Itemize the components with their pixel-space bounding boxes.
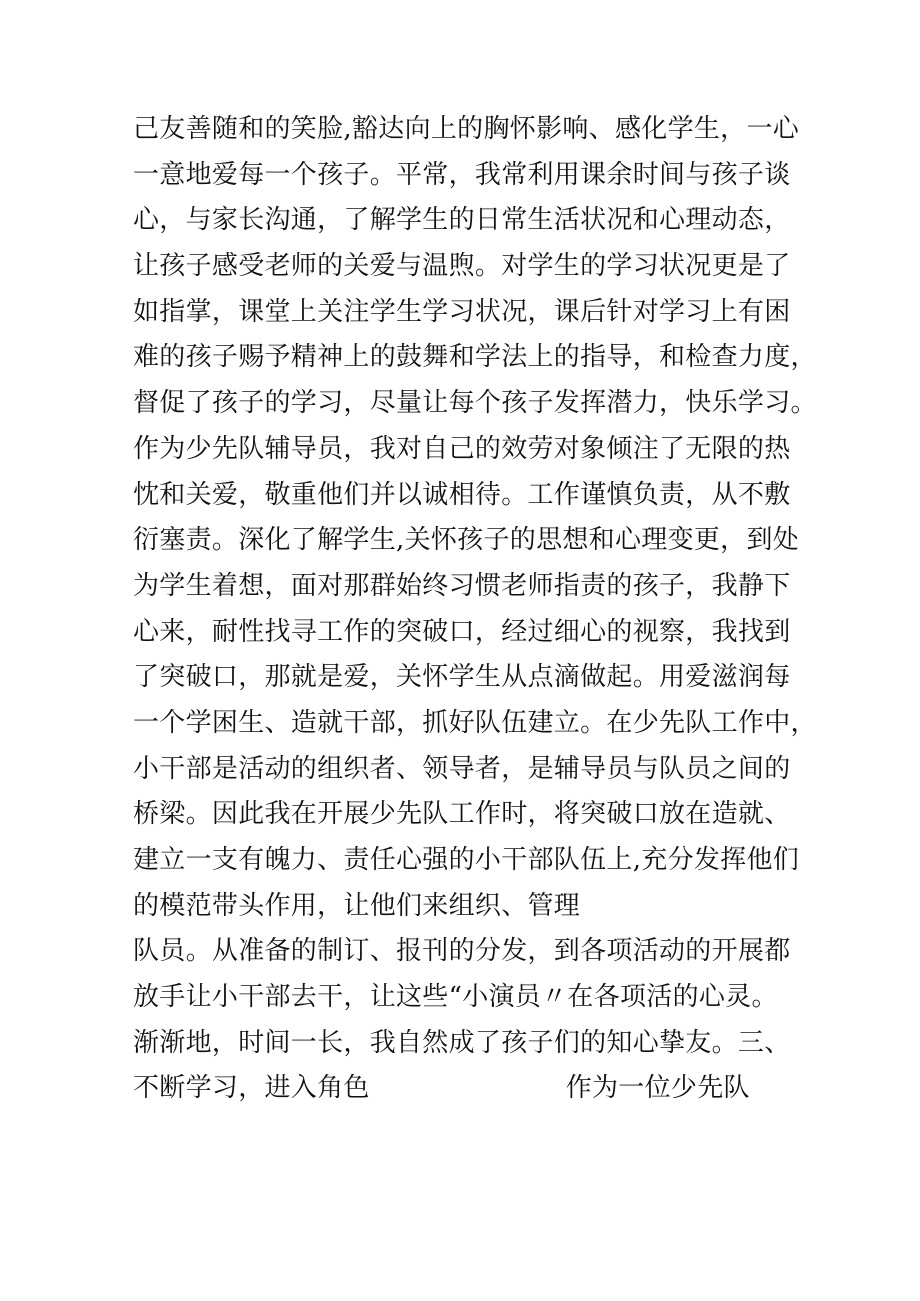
text-line-3: 心，与家长沟通，了解学生的日常生活状况和心理动态， [133, 205, 791, 236]
text-line-18: 的模范带头作用，让他们来组织、管理 [133, 890, 581, 921]
text-line-19: 队员。从准备的制订、报刊的分发，到各项活动的开展都 [133, 936, 791, 967]
text-line-2: 一意地爱每一个孩子。平常，我常利用课余时间与孩子谈 [133, 159, 791, 190]
text-line-8: 作为少先队辅导员，我对自己的效劳对象倾注了无限的热 [133, 433, 791, 464]
text-line-13: 了突破口，那就是爱，关怀学生从点滴做起。用爱滋润每 [133, 662, 791, 693]
text-line-16: 桥梁。因此我在开展少先队工作时，将突破口放在造就、 [133, 799, 791, 830]
text-line-21: 渐渐地，时间一长，我自然成了孩子们的知心挚友。三、 [133, 1027, 791, 1058]
text-line-11: 为学生着想，面对那群始终习惯老师指责的孩子，我静下 [133, 570, 791, 601]
text-line-10: 衍塞责。深化了解学生,关怀孩子的思想和心理变更，到处 [133, 525, 800, 556]
text-line-22 [133, 1066, 813, 1112]
text-line-4: 让孩子感受老师的关爱与温煦。对学生的学习状况更是了 [133, 251, 791, 282]
text-line-9: 忱和关爱，敬重他们并以诚相待。工作谨慎负责，从不敷 [133, 479, 791, 510]
text-line-1: 己友善随和的笑脸,豁达向上的胸怀影响、感化学生，一心 [133, 114, 800, 144]
text-line-5: 如指掌，课堂上关注学生学习状况，课后针对学习上有困 [133, 296, 791, 327]
text-line-15: 小干部是活动的组织者、领导者，是辅导员与队员之间的 [133, 753, 791, 784]
text-line-12: 心来，耐性找寻工作的突破口，经过细心的视察，我找到 [133, 616, 791, 647]
text-line-22-right: 作为一位少先队 [565, 1073, 750, 1104]
text-line-22-left: 不断学习，进入角色 [133, 1073, 370, 1104]
text-line-14: 一个学困生、造就干部，抓好队伍建立。在少先队工作中， [133, 707, 817, 738]
text-line-7: 督促了孩子的学习，尽量让每个孩子发挥潜力，快乐学习。 [133, 388, 817, 419]
text-line-20: 放手让小干部去干，让这些“小演员〃在各项活的心灵。 [133, 982, 778, 1013]
text-line-6: 难的孩子赐予精神上的鼓舞和学法上的指导，和检查力度， [133, 342, 817, 373]
text-line-17: 建立一支有魄力、责任心强的小干部队伍上,充分发挥他们 [133, 845, 800, 875]
body-text [133, 107, 817, 1112]
